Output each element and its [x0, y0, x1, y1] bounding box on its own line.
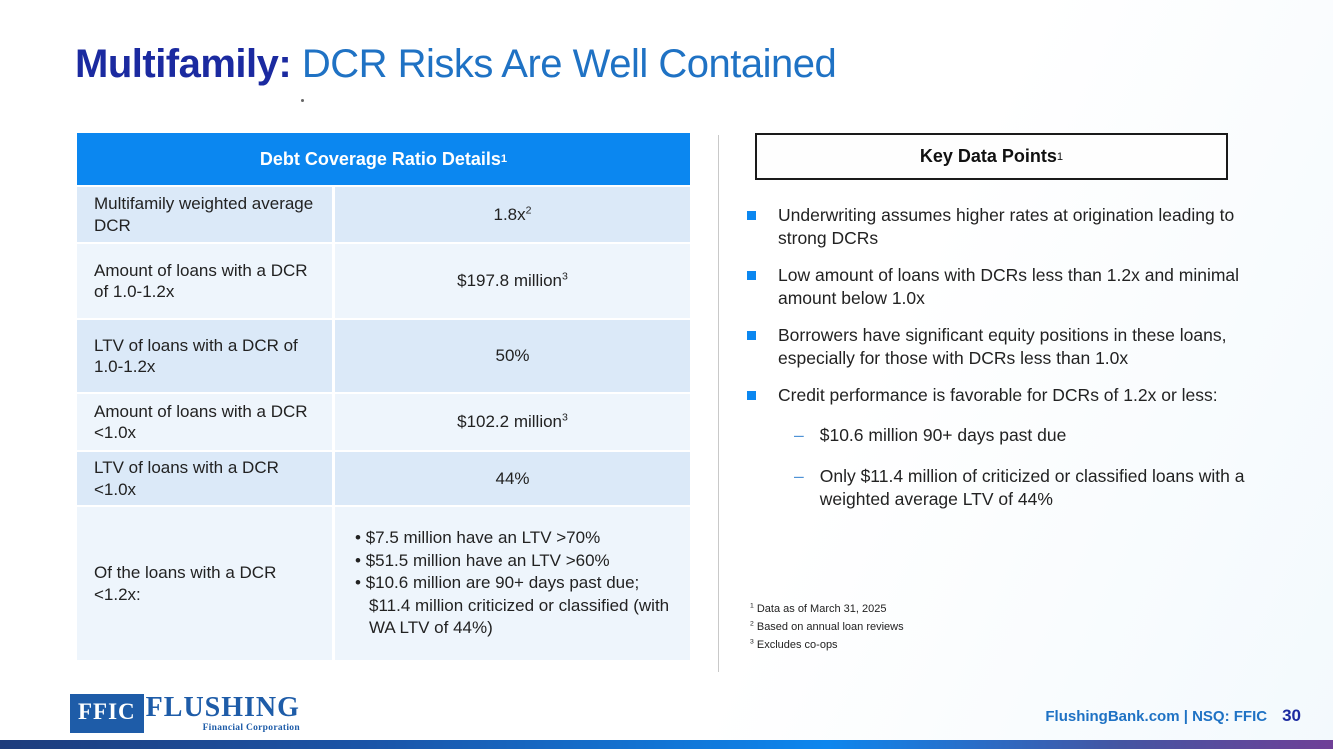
logo-company-subtitle: Financial Corporation	[202, 723, 300, 733]
logo-ffic-badge: FFIC	[70, 694, 144, 733]
stray-dot-artifact	[301, 99, 304, 102]
list-item	[747, 204, 1252, 251]
bullet-text: Low amount of loans with DCRs less than 1.2x and minimal amount below 1.0x	[778, 264, 1240, 309]
page-title-rest: DCR Risks Are Well Contained	[291, 42, 837, 86]
row-label-text: Amount of loans with a DCR of 1.0-1.2x	[94, 260, 308, 301]
page-title-prefix: Multifamily:	[75, 42, 292, 86]
row-bullet-item: • $7.5 million have an LTV >70%	[355, 527, 680, 549]
dcr-table-header-text: Debt Coverage Ratio Details	[259, 148, 501, 169]
footnote-marker: 2	[750, 620, 754, 628]
row-value-text	[495, 468, 529, 489]
value-text: $197.8 million	[457, 271, 563, 291]
table-row-value	[335, 507, 690, 660]
square-bullet-icon	[747, 391, 756, 400]
page-title	[75, 42, 836, 87]
row-label-text: LTV of loans with a DCR <1.0x	[94, 458, 279, 499]
column-divider	[718, 135, 719, 672]
table-row-value	[335, 452, 690, 505]
footnote-marker: 3	[750, 638, 754, 646]
sub-bullet-text: $10.6 million 90+ days past due	[819, 425, 1067, 446]
row-bullet-item: • $10.6 million are 90+ days past due; $11.4 million criticized or classified (with WA LTV of 44%)	[355, 572, 680, 639]
bullet-text: Borrowers have significant equity positions in these loans, especially for those with DCRs less than 1.0x	[778, 324, 1227, 369]
table-row-label	[77, 507, 332, 660]
sub-list-item	[794, 465, 1246, 512]
key-data-points-list	[747, 204, 1252, 541]
row-bullet-list	[355, 527, 680, 639]
table-row-label	[77, 244, 332, 318]
table-row-label	[77, 187, 332, 242]
footnote-text: Based on annual loan reviews	[753, 620, 904, 633]
square-bullet-icon	[747, 331, 756, 340]
key-data-points-title: Key Data Points	[919, 146, 1057, 166]
bottom-gradient-bar	[0, 740, 1333, 749]
footer-right	[1045, 706, 1301, 726]
bullet-text: Underwriting assumes higher rates at origination leading to strong DCRs	[778, 205, 1235, 249]
square-bullet-icon	[747, 271, 756, 280]
row-label-text: LTV of loans with a DCR of 1.0-1.2x	[94, 335, 298, 376]
table-row-label	[77, 320, 332, 392]
dash-bullet-icon: –	[794, 425, 804, 446]
row-value-text	[495, 345, 529, 366]
sub-bullet-list	[794, 424, 1246, 511]
sub-list-item	[794, 424, 1246, 447]
key-data-points-header: Key Data Points 1	[755, 133, 1228, 180]
row-value-text	[457, 411, 568, 432]
square-bullet-icon	[747, 211, 756, 220]
table-row-value	[335, 187, 690, 242]
list-item	[747, 324, 1252, 371]
dcr-details-table	[77, 133, 690, 660]
page-number: 30	[1282, 706, 1301, 725]
dcr-table-body	[77, 187, 690, 660]
value-text: $102.2 million	[457, 412, 563, 432]
row-bullet-item: • $51.5 million have an LTV >60%	[355, 550, 680, 572]
logo-wordmark	[146, 694, 300, 733]
value-text: 44%	[495, 468, 530, 488]
sub-bullet-text: Only $11.4 million of criticized or classified loans with a weighted average LTV of 44%	[819, 465, 1245, 509]
dash-bullet-icon: –	[794, 465, 804, 486]
footnotes	[750, 602, 904, 656]
list-item	[747, 264, 1252, 311]
bullet-text: Credit performance is favorable for DCRs of 1.2x or less:	[778, 384, 1218, 405]
row-label-text: Amount of loans with a DCR <1.0x	[94, 401, 308, 442]
table-row-value	[335, 320, 690, 392]
value-footnote-marker: 3	[562, 411, 568, 424]
value-footnote-marker: 3	[562, 270, 568, 283]
footnote	[750, 638, 904, 653]
footnote	[750, 620, 904, 635]
company-logo	[70, 694, 300, 733]
value-text: 50%	[495, 346, 530, 366]
logo-company-name: FLUSHING	[145, 692, 300, 723]
table-row-label	[77, 452, 332, 505]
footnote-text: Excludes co-ops	[753, 638, 838, 651]
footnote	[750, 602, 904, 617]
row-label-text: Of the loans with a DCR <1.2x:	[94, 563, 277, 604]
bullet-text-with-sublist	[778, 384, 1246, 529]
value-text: 1.8x	[493, 204, 526, 224]
row-value-text	[494, 204, 532, 225]
value-footnote-marker: 2	[525, 204, 532, 217]
table-row-value	[335, 394, 690, 450]
list-item	[747, 384, 1252, 529]
row-label-text: Multifamily weighted average DCR	[94, 194, 314, 235]
row-value-text	[457, 270, 568, 291]
footnote-text: Data as of March 31, 2025	[753, 603, 887, 615]
dcr-table-header: Debt Coverage Ratio Details 1	[77, 133, 690, 185]
table-row-value	[335, 244, 690, 318]
table-row-label	[77, 394, 332, 450]
footer-website-ticker: FlushingBank.com | NSQ: FFIC	[1045, 708, 1268, 725]
footnote-marker: 1	[750, 602, 754, 610]
